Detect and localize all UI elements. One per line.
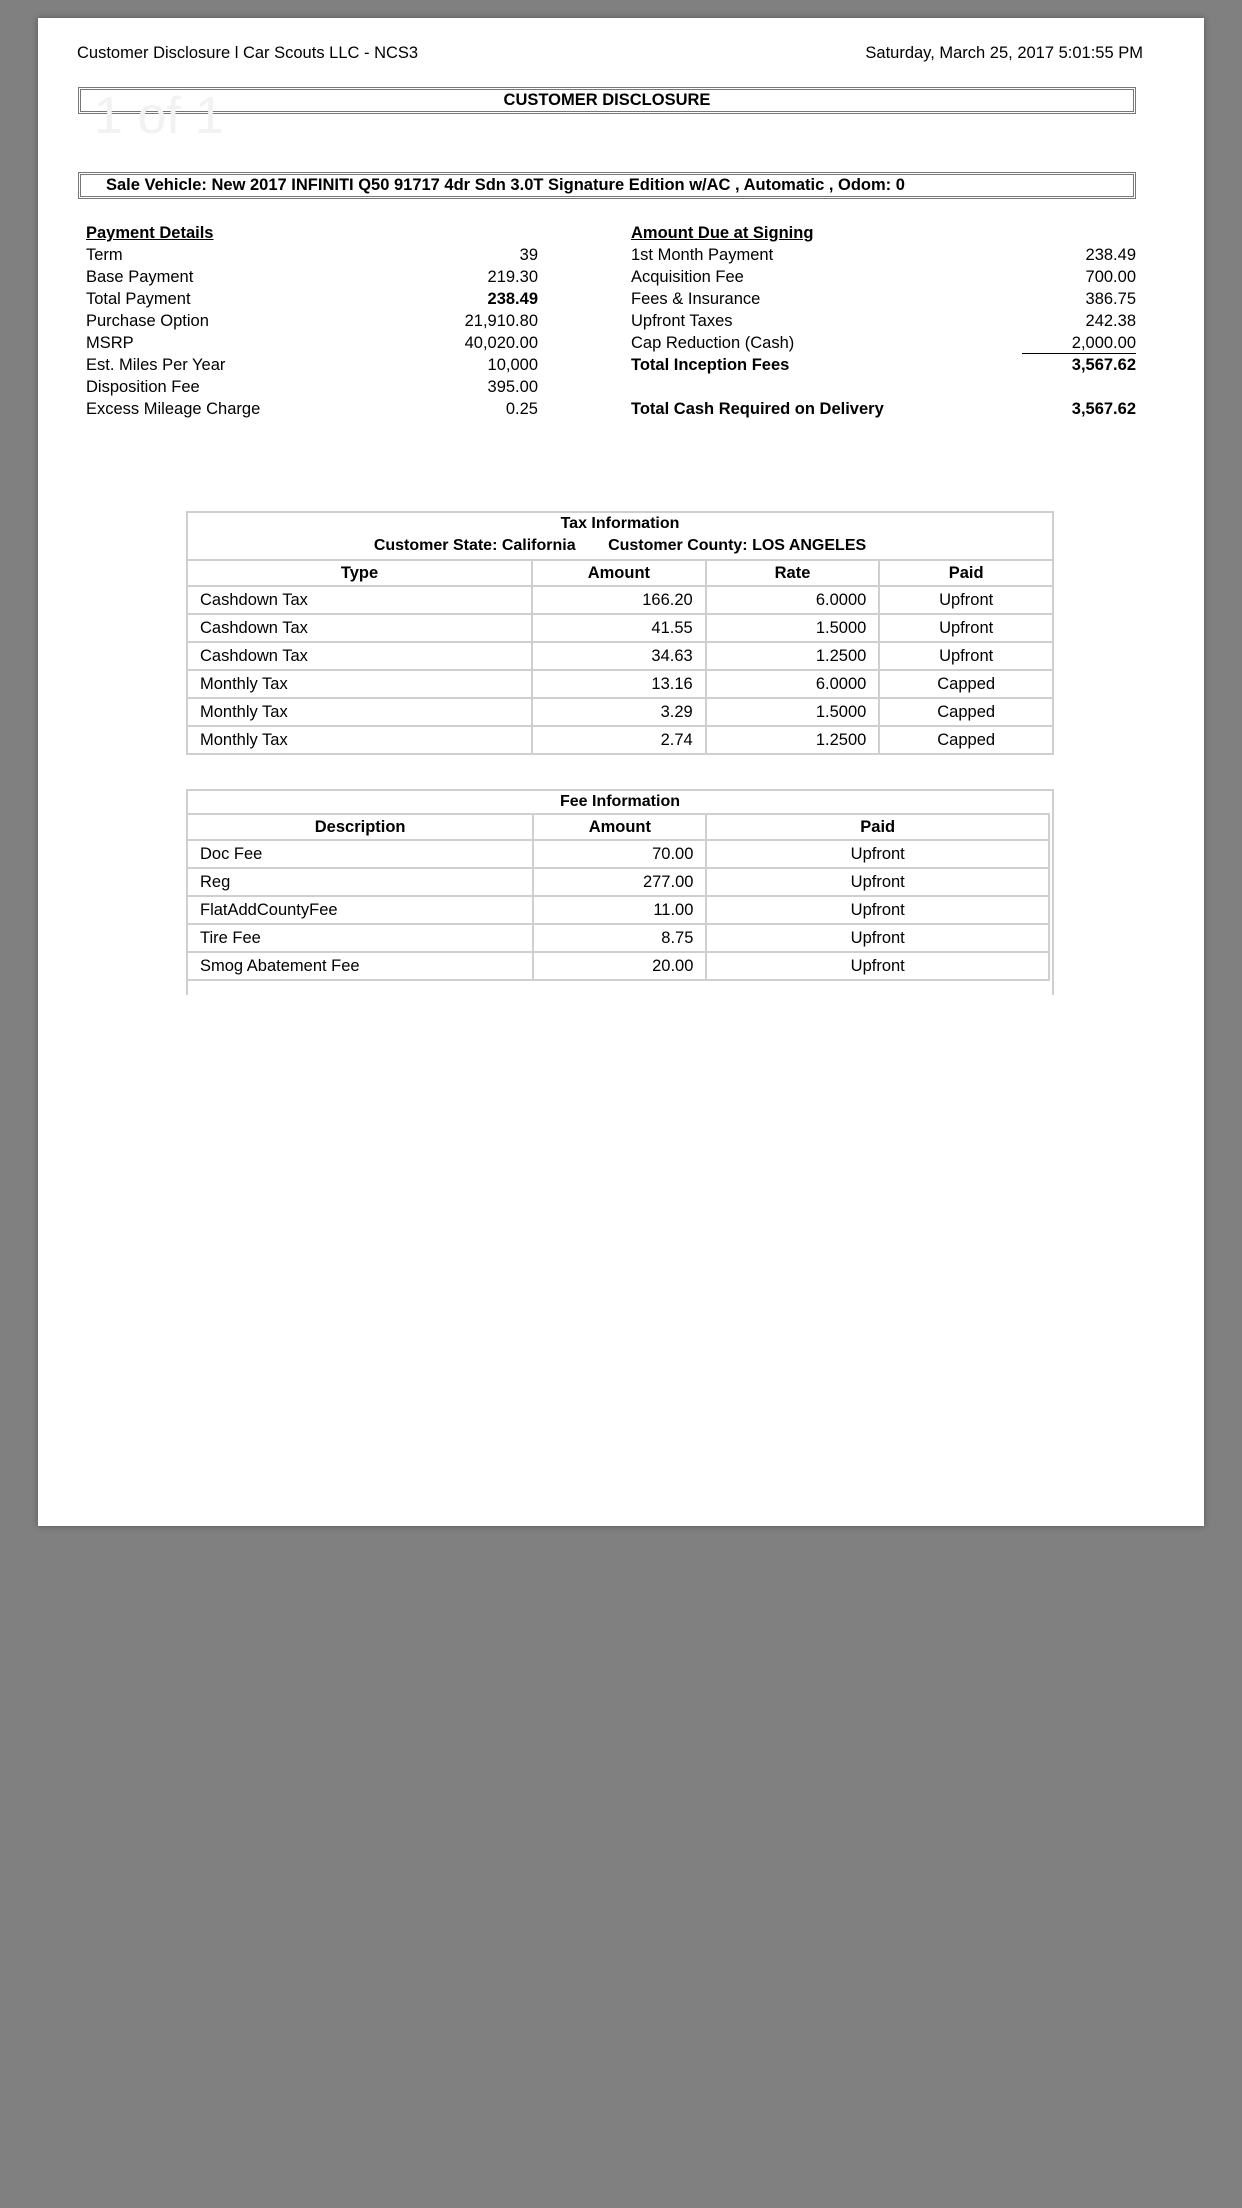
tax-type-cell: Cashdown Tax xyxy=(187,614,532,642)
column-header: Paid xyxy=(879,560,1053,586)
tax-amount-cell: 166.20 xyxy=(532,586,706,614)
row-label: Base Payment xyxy=(86,268,194,286)
fee-paid-cell: Upfront xyxy=(706,952,1049,980)
amount-due-section xyxy=(631,222,1136,420)
row-value: 395.00 xyxy=(487,378,538,396)
row-label: 1st Month Payment xyxy=(631,246,774,264)
tax-type-cell: Cashdown Tax xyxy=(187,642,532,670)
fee-description-cell: Smog Abatement Fee xyxy=(187,952,533,980)
table-row xyxy=(187,726,1053,754)
row-label: Purchase Option xyxy=(86,312,209,330)
table-row xyxy=(187,586,1053,614)
tax-rate-cell: 1.5000 xyxy=(706,698,880,726)
column-header: Type xyxy=(187,560,532,586)
payment-row-total-payment xyxy=(86,288,538,310)
payment-row-excess-mileage xyxy=(86,398,538,420)
tax-rate-cell: 6.0000 xyxy=(706,670,880,698)
row-value: 40,020.00 xyxy=(464,334,538,352)
document-title: CUSTOMER DISCLOSURE xyxy=(78,87,1136,114)
tax-rate-cell: 6.0000 xyxy=(706,586,880,614)
tax-rate-cell: 1.2500 xyxy=(706,726,880,754)
fee-amount-cell: 8.75 xyxy=(533,924,706,952)
payment-row-msrp xyxy=(86,332,538,354)
row-value: 3,567.62 xyxy=(1071,400,1136,418)
tax-paid-cell: Capped xyxy=(879,726,1053,754)
document-page xyxy=(38,18,1204,1526)
row-label: Upfront Taxes xyxy=(631,312,733,330)
customer-state: Customer State: California xyxy=(373,537,576,554)
row-label: Disposition Fee xyxy=(86,378,200,396)
fee-description-cell: Reg xyxy=(187,868,533,896)
fee-paid-cell: Upfront xyxy=(706,868,1049,896)
amount-row-first-month xyxy=(631,244,1136,266)
table-row xyxy=(187,840,1049,868)
fee-grid xyxy=(186,813,1050,981)
row-value: 238.49 xyxy=(1085,246,1136,264)
fee-table-title: Fee Information xyxy=(559,793,680,810)
customer-county: Customer County: LOS ANGELES xyxy=(608,537,867,554)
row-value: 0.25 xyxy=(505,400,538,418)
tax-amount-cell: 2.74 xyxy=(532,726,706,754)
tax-type-cell: Monthly Tax xyxy=(187,726,532,754)
tax-information-table xyxy=(186,511,1054,755)
fee-amount-cell: 277.00 xyxy=(533,868,706,896)
row-value: 700.00 xyxy=(1085,268,1136,286)
table-row xyxy=(187,670,1053,698)
tax-amount-cell: 41.55 xyxy=(532,614,706,642)
row-label: Excess Mileage Charge xyxy=(86,400,261,418)
row-label: Total Cash Required on Delivery xyxy=(631,400,884,418)
fee-paid-cell: Upfront xyxy=(706,924,1049,952)
row-label: Fees & Insurance xyxy=(631,290,761,308)
amount-row-fees-insurance xyxy=(631,288,1136,310)
table-row xyxy=(187,698,1053,726)
tax-table-title: Tax Information xyxy=(560,515,680,532)
table-row xyxy=(187,614,1053,642)
column-header: Paid xyxy=(706,814,1049,840)
fee-paid-cell: Upfront xyxy=(706,840,1049,868)
amount-row-cap-reduction xyxy=(631,332,1136,354)
row-value: 238.49 xyxy=(487,290,538,308)
page-count-watermark: 1 of 1 xyxy=(94,87,225,145)
amount-row-total-cash xyxy=(631,398,1136,420)
tax-amount-cell: 13.16 xyxy=(532,670,706,698)
fee-paid-cell: Upfront xyxy=(706,896,1049,924)
payment-row-base-payment xyxy=(86,266,538,288)
header-datetime: Saturday, March 25, 2017 5:01:55 PM xyxy=(865,44,1143,62)
column-header: Description xyxy=(187,814,533,840)
payment-row-disposition-fee xyxy=(86,376,538,398)
tax-amount-cell: 3.29 xyxy=(532,698,706,726)
row-value: 242.38 xyxy=(1085,312,1136,330)
tax-paid-cell: Upfront xyxy=(879,642,1053,670)
tax-grid xyxy=(186,559,1054,755)
row-label: Acquisition Fee xyxy=(631,268,744,286)
tax-type-cell: Monthly Tax xyxy=(187,698,532,726)
payment-row-miles-per-year xyxy=(86,354,538,376)
fee-amount-cell: 11.00 xyxy=(533,896,706,924)
table-row xyxy=(187,896,1049,924)
row-label: Term xyxy=(86,246,123,264)
payment-details-section xyxy=(86,222,538,420)
column-header: Rate xyxy=(706,560,880,586)
row-label: Total Inception Fees xyxy=(631,356,790,374)
amount-due-heading: Amount Due at Signing xyxy=(631,224,814,242)
payment-details-heading: Payment Details xyxy=(86,224,214,242)
table-row xyxy=(187,924,1049,952)
amount-row-upfront-taxes xyxy=(631,310,1136,332)
row-label: MSRP xyxy=(86,334,134,352)
row-value: 219.30 xyxy=(487,268,538,286)
tax-paid-cell: Upfront xyxy=(879,586,1053,614)
tax-type-cell: Cashdown Tax xyxy=(187,586,532,614)
tax-customer-location xyxy=(188,535,1052,559)
fee-description-cell: Tire Fee xyxy=(187,924,533,952)
fee-information-table xyxy=(186,789,1054,995)
fee-amount-cell: 70.00 xyxy=(533,840,706,868)
table-row xyxy=(187,952,1049,980)
tax-paid-cell: Capped xyxy=(879,698,1053,726)
row-value: 2,000.00 xyxy=(1022,332,1136,354)
header-left-text: Customer Disclosure l Car Scouts LLC - NCS3 xyxy=(77,44,419,62)
row-label: Est. Miles Per Year xyxy=(86,356,226,374)
table-row xyxy=(187,642,1053,670)
fee-description-cell: FlatAddCountyFee xyxy=(187,896,533,924)
row-value: 10,000 xyxy=(487,356,538,374)
row-value: 3,567.62 xyxy=(1071,356,1136,374)
row-label: Total Payment xyxy=(86,290,191,308)
payment-row-purchase-option xyxy=(86,310,538,332)
column-header: Amount xyxy=(532,560,706,586)
tax-amount-cell: 34.63 xyxy=(532,642,706,670)
tax-paid-cell: Upfront xyxy=(879,614,1053,642)
tax-rate-cell: 1.5000 xyxy=(706,614,880,642)
table-header-row xyxy=(187,560,1053,586)
tax-rate-cell: 1.2500 xyxy=(706,642,880,670)
column-header: Amount xyxy=(533,814,706,840)
table-header-row xyxy=(187,814,1049,840)
tax-paid-cell: Capped xyxy=(879,670,1053,698)
amount-row-acquisition-fee xyxy=(631,266,1136,288)
row-value: 386.75 xyxy=(1085,290,1136,308)
fee-description-cell: Doc Fee xyxy=(187,840,533,868)
row-value: 21,910.80 xyxy=(464,312,538,330)
table-row xyxy=(187,868,1049,896)
amount-row-total-inception xyxy=(631,354,1136,376)
row-label: Cap Reduction (Cash) xyxy=(631,334,795,352)
tax-type-cell: Monthly Tax xyxy=(187,670,532,698)
payment-row-term xyxy=(86,244,538,266)
row-value: 39 xyxy=(519,246,538,264)
vehicle-description: Sale Vehicle: New 2017 INFINITI Q50 91717 4dr Sdn 3.0T Signature Edition w/AC , Automatic , Odom: 0 xyxy=(78,172,1136,199)
fee-amount-cell: 20.00 xyxy=(533,952,706,980)
